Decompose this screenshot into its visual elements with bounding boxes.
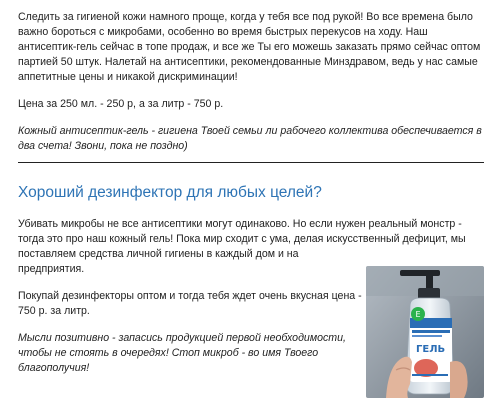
- section-paragraph: Убивать микробы не все антисептики могут одинаково. Но если нужен реальный монстр - тогда это про наш кожный гель! Пока мир сходит с ума, делая искусственный дефицит, мы поставляем средства личной гигиены в каждый дом и на: [18, 218, 466, 260]
- intro-slogan: Кожный антисептик-гель - гигиена Твоей семьи ли рабочего коллектива обеспечивается в два счета! Звони, пока не поздно): [18, 125, 482, 152]
- closing-paragraph: Мысли позитивно - запасись продукцией первой необходимости, чтобы не стоять в очередях! Стоп микроб - во имя Твоего благополучия!: [18, 332, 346, 374]
- pump-stem: [426, 274, 433, 290]
- section-heading: Хороший дезинфектор для любых целей?: [18, 184, 322, 201]
- section-divider: [18, 162, 484, 163]
- wholesale-paragraph: Покупай дезинфекторы оптом и тогда тебя ждет очень вкусная цена - 750 р. за литр.: [18, 290, 362, 317]
- svg-text:Е: Е: [415, 310, 421, 319]
- price-line: Цена за 250 мл. - 250 р, а за литр - 750 р.: [18, 98, 224, 110]
- bottle-label-text: ГЕЛЬ: [416, 344, 446, 355]
- intro-paragraph: Следить за гигиеной кожи намного проще, когда у тебя все под рукой! Во все времена было важно бороться с микробами, особенно во время быстрых перекусов на ходу. Наш антисептик-гель сейчас в топе продаж, и все же Ты его можешь заказать прямо сейчас оптом партией 50 штук. Налетай на антисептики, рекомендованные Минздравом, ведь у нас самые аппетитные цены и никакой дискриминации!: [18, 11, 481, 83]
- pump-nozzle: [400, 270, 440, 276]
- product-photo: [366, 266, 484, 398]
- section-paragraph-end: предприятия.: [18, 263, 85, 275]
